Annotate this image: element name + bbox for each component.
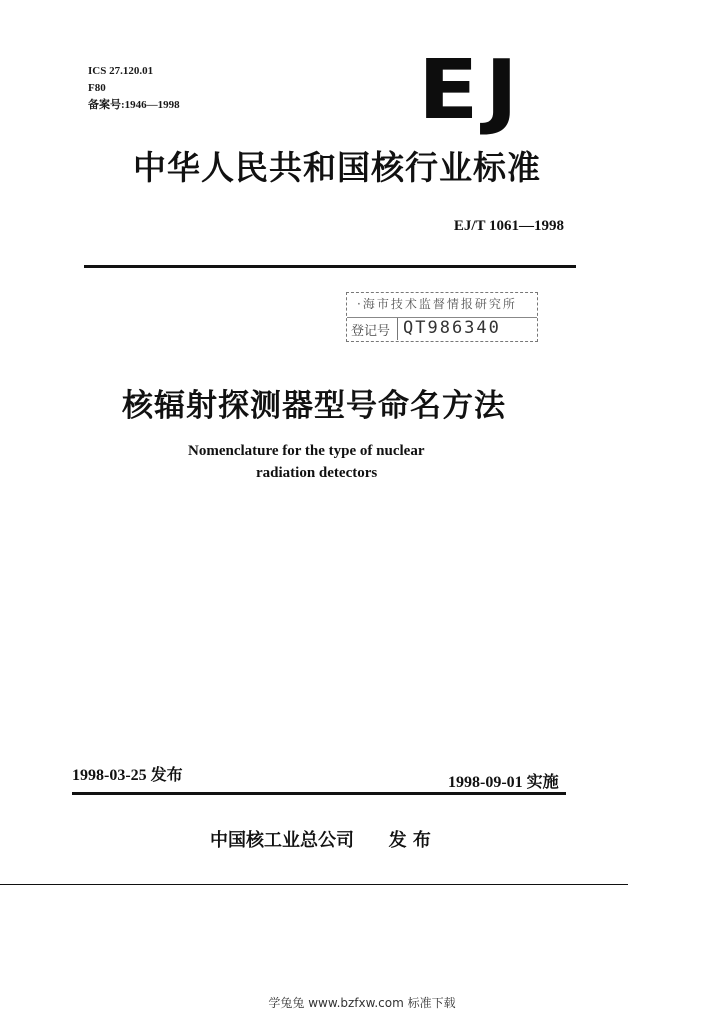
issue-date: 1998-03-25 发布 [72,767,183,784]
footer-watermark: 学兔兔 www.bzfxw.com 标准下载 [268,996,456,1010]
stamp-institution: ·海市技术监督情报研究所 [357,297,517,311]
dates-divider [72,792,566,795]
bottom-divider [0,884,628,885]
document-title-en-line2: radiation detectors [256,465,378,481]
effective-date: 1998-09-01 实施 [448,774,559,791]
publisher-name: 中国核工业总公司 [210,830,354,851]
record-number: 备案号:1946—1998 [88,99,180,111]
ej-logo: EJ [418,43,525,138]
document-title-zh: 核辐射探测器型号命名方法 [122,388,506,424]
publisher-action: 发 布 [388,830,431,851]
stamp-label: 登记号 [351,324,391,339]
publisher [210,826,431,852]
stamp-registration-row [347,317,537,340]
ics-code: ICS 27.120.01 [88,65,154,77]
ccs-code: F80 [88,82,106,94]
standard-category-title: 中华人民共和国核行业标准 [133,148,541,187]
stamp-separator [397,318,398,340]
standard-code: EJ/T 1061—1998 [453,218,564,234]
header-divider [84,265,576,268]
stamp-registration-number: QT986340 [403,318,501,338]
registration-stamp [346,292,538,342]
document-title-en-line1: Nomenclature for the type of nuclear [188,443,425,459]
